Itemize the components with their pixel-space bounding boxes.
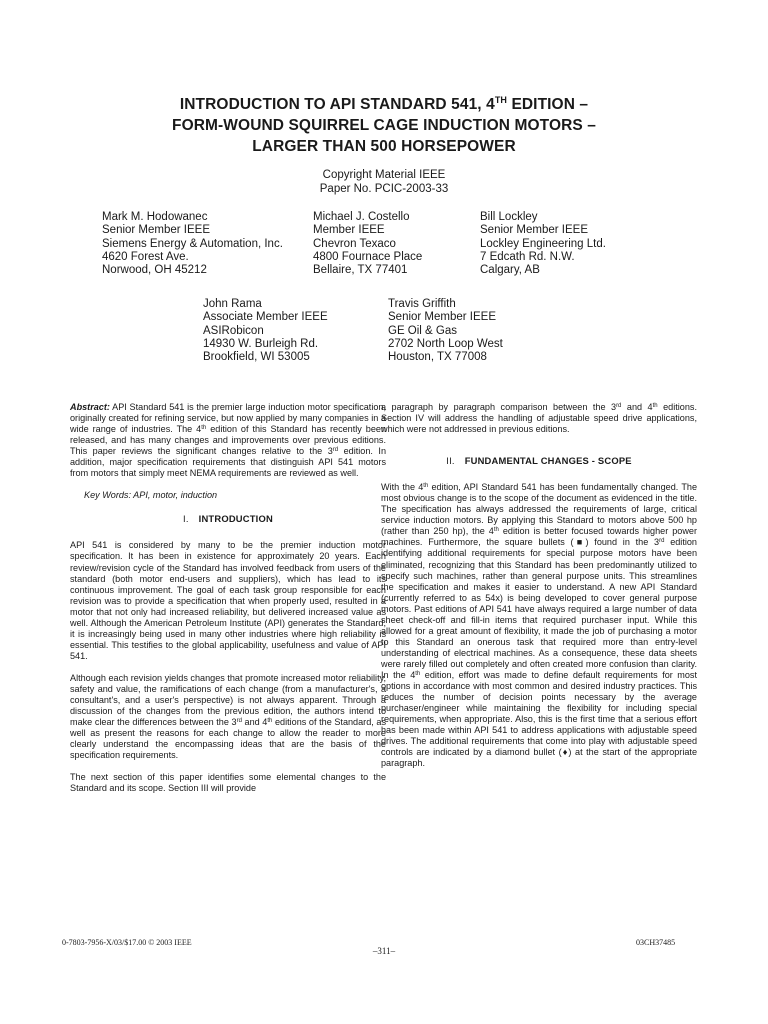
- author-org: Lockley Engineering Ltd.: [480, 237, 606, 250]
- author-block-1: [102, 211, 283, 277]
- author-org: Siemens Energy & Automation, Inc.: [102, 237, 283, 250]
- author-city: Norwood, OH 45212: [102, 264, 207, 277]
- author-name: John Rama: [203, 298, 262, 310]
- author-org: GE Oil & Gas: [388, 324, 458, 337]
- intro-paragraph-2: Although each revision yields changes that promote increased motor reliability, safety and value, the ramifications of each change (from a manufacturer's, a consultant's, and a user's perspective) is not always apparent. Through a discussion of the changes from the previous edition, the authors intend to make clear the differences between the 3rd and 4th editions of the Standard, as well as present the reasons for each change to allow the reader to more clearly understand the encompassing ideas that are the basis of the specification requirements.: [70, 672, 386, 761]
- copyright-block: [0, 168, 768, 196]
- author-city: Brookfield, WI 53005: [203, 351, 310, 364]
- scope-paragraph: With the 4th edition, API Standard 541 has been fundamentally changed. The most obvious change is to the scope of the document as evidenced in the title. The specification has always addressed the requirements of large, critical service induction motors. By applying this Standard to motors above 500 hp (rather than 250 hp), the 4th edition is better focused towards higher power machines. Furthermore, the square bullets (■) found in the 3rd edition identifying additional requirements for special purpose motors have been eliminated, recognizing that this Standard has been predominantly utilized to specify such machines, rather than general purpose units. This streamlines the specification and makes it easier to understand. A new API Standard (currently referred to as 54x) is being developed to cover general purpose motors. Past editions of API 541 have always required a large number of data sheet check-off and fill-in items that required purchaser input. While this allowed for a great amount of flexibility, it made the job of purchasing a motor to this Standard an onerous task that required more than entry-level understanding of electrical machines. As a consequence, these data sheets were rarely filled out completely and often created more confusion than clarity. In the 4th edition, effort was made to define default requirements for most options in accordance with most common and desired industry practices. This reduces the number of decision points necessary by the average purchaser/engineer while maintaining the flexibility for including special requirements, when appropriate. Also, this is the first time that a serious effort has been made within API 541 to address applications with adjustable speed drives. The additional requirements that come into play with adjustable speed controls are indicated by a diamond bullet (♦) at the start of the appropriate paragraph.: [381, 482, 697, 769]
- author-block-3: [480, 211, 606, 277]
- author-grade: Senior Member IEEE: [388, 311, 497, 324]
- keywords: Key Words: API, motor, induction: [84, 490, 218, 501]
- author-org: ASIRobicon: [203, 324, 264, 337]
- abstract-label: Abstract:: [70, 402, 110, 412]
- title-line-1: INTRODUCTION TO API STANDARD 541, 4TH EDITION –: [179, 95, 589, 113]
- author-address: 2702 North Loop West: [388, 337, 503, 350]
- author-grade: Member IEEE: [313, 224, 385, 237]
- author-name: Bill Lockley: [480, 211, 538, 223]
- intro-continuation: a paragraph by paragraph comparison between the 3rd and 4th editions. Section IV will address the handling of adjustable speed drive applications, which were not addressed in previous editions.: [381, 402, 697, 435]
- left-column: [70, 402, 386, 805]
- author-address: 7 Edcath Rd. N.W.: [480, 250, 575, 263]
- author-address: 4620 Forest Ave.: [102, 250, 189, 263]
- author-address: 14930 W. Burleigh Rd.: [203, 337, 319, 350]
- author-name: Michael J. Costello: [313, 211, 410, 223]
- intro-paragraph-1: API 541 is considered by many to be the premier induction motor specification. It has been in existence for approximately 20 years. Each review/revision cycle of the Standard has involved feedback from users of the standard (both motor end-users and suppliers), which has lead to its continuous improvement. The goal of each task group responsible for each revision was to provide a specification that when properly used, resulted in a motor that not only had increased reliability, but delivered increased value as well. Although the American Petroleum Institute (API) generates the Standard, it is increasingly being used in many other industries where high reliability is essential. This testifies to the global applicability, usefulness and value of API 541.: [70, 540, 386, 661]
- author-block-2: [313, 211, 422, 277]
- author-name: Travis Griffith: [388, 298, 456, 310]
- paper-title: [80, 94, 688, 157]
- author-org: Chevron Texaco: [313, 237, 396, 250]
- copyright-line: Copyright Material IEEE: [322, 169, 446, 181]
- footer-catalog-number: 03CH37485: [636, 938, 676, 947]
- author-name: Mark M. Hodowanec: [102, 211, 208, 223]
- right-column: [381, 402, 697, 780]
- title-line-2: FORM-WOUND SQUIRREL CAGE INDUCTION MOTORS –: [172, 117, 596, 134]
- author-grade: Senior Member IEEE: [102, 224, 211, 237]
- paper-number: Paper No. PCIC-2003-33: [319, 183, 449, 195]
- author-grade: Senior Member IEEE: [480, 224, 589, 237]
- section-heading-scope: II. FUNDAMENTAL CHANGES - SCOPE: [446, 455, 632, 467]
- abstract-paragraph: Abstract: API Standard 541 is the premier large induction motor specification, originally created for refining service, but now applied by many companies in a wide range of industries. The 4th edition of this Standard has recently been released, and has many changes and improvements over previous editions. This paper reviews the significant changes relative to the 3rd edition. In addition, major specification requirements that distinguish API 541 motors from motors that simply meet NEMA requirements are reviewed as well.: [70, 402, 387, 479]
- section-heading-introduction: I. INTRODUCTION: [183, 513, 273, 525]
- intro-paragraph-3: The next section of this paper identifies some elemental changes to the Standard and its scope. Section III will provide: [70, 772, 386, 794]
- author-address: 4800 Fournace Place: [313, 250, 423, 263]
- footer-isbn: 0-7803-7956-X/03/$17.00 © 2003 IEEE: [62, 938, 192, 947]
- page-number: –311–: [372, 946, 396, 956]
- author-block-5: [388, 298, 503, 364]
- author-city: Calgary, AB: [480, 264, 540, 277]
- author-block-4: [203, 298, 328, 364]
- author-city: Houston, TX 77008: [388, 351, 487, 364]
- author-city: Bellaire, TX 77401: [313, 264, 408, 277]
- author-grade: Associate Member IEEE: [203, 311, 328, 324]
- title-line-3: LARGER THAN 500 HORSEPOWER: [252, 138, 516, 155]
